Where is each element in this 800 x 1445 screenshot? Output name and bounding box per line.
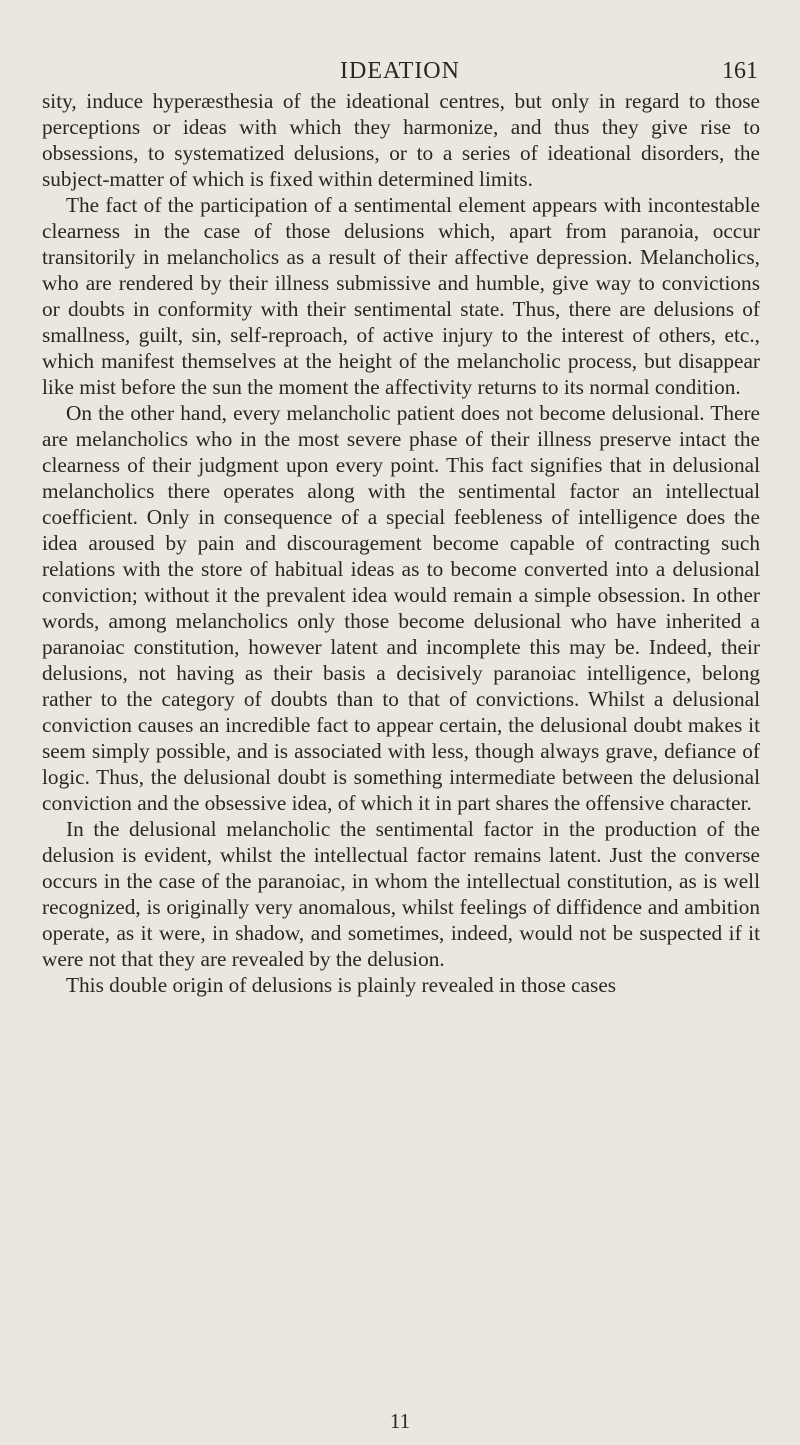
running-header — [0, 58, 800, 88]
paragraph: This double origin of delusions is plainly revealed in those cases — [66, 973, 617, 997]
body-text — [42, 88, 760, 998]
paragraph: The fact of the participation of a sentimental element appears with incontestable clearness in the case of those delusions which, apart from paranoia, occur transitorily in melancholics as a result of their affective depression. Melancholics, who are rendered by their illness submissive and humble, give way to convictions or doubts in conformity with their sentimental state. Thus, there are delusions of smallness, guilt, sin, self-reproach, of active injury to the interest of others, etc., which manifest themselves at the height of the melancholic process, but disappear like mist before the sun the moment the affectivity returns to its normal condition. — [42, 193, 760, 399]
running-title: IDEATION — [340, 58, 460, 84]
signature-mark: 11 — [389, 1409, 411, 1433]
paragraph-continued: sity, induce hyperæsthesia of the ideational centres, but only in regard to those perceptions or ideas with which they harmonize, and thus they give rise to obsessions, to systematized delusions, or to a series of ideational disorders, the subject-matter of which is fixed within determined limits. — [42, 89, 760, 191]
page-number: 161 — [722, 58, 758, 84]
paragraph: In the delusional melancholic the sentimental factor in the production of the delusion is evident, whilst the intellectual factor remains latent. Just the converse occurs in the case of the paranoiac, in whom the intellectual constitution, as is well recognized, is originally very anomalous, whilst feelings of diffidence and ambition operate, as it were, in shadow, and sometimes, indeed, would not be suspected if it were not that they are revealed by the delusion. — [42, 817, 760, 971]
paragraph: On the other hand, every melancholic patient does not become delusional. There are melancholics who in the most severe phase of their illness preserve intact the clearness of their judgment upon every point. This fact signifies that in delusional melancholics there operates along with the sentimental factor an intellectual coefficient. Only in consequence of a special feebleness of intelligence does the idea aroused by pain and discouragement become capable of contracting such relations with the store of habitual ideas as to become converted into a delusional conviction; without it the prevalent idea would remain a simple obsession. In other words, among melancholics only those become delusional who have inherited a paranoiac constitution, however latent and incomplete this may be. Indeed, their delusions, not having as their basis a decisively paranoiac intelligence, belong rather to the category of doubts than to that of convictions. Whilst a delusional conviction causes an incredible fact to appear certain, the delusional doubt makes it seem simply possible, and is associated with less, though always grave, defiance of logic. Thus, the delusional doubt is something intermediate between the delusional conviction and the obsessive idea, of which it in part shares the offensive character. — [42, 401, 760, 815]
